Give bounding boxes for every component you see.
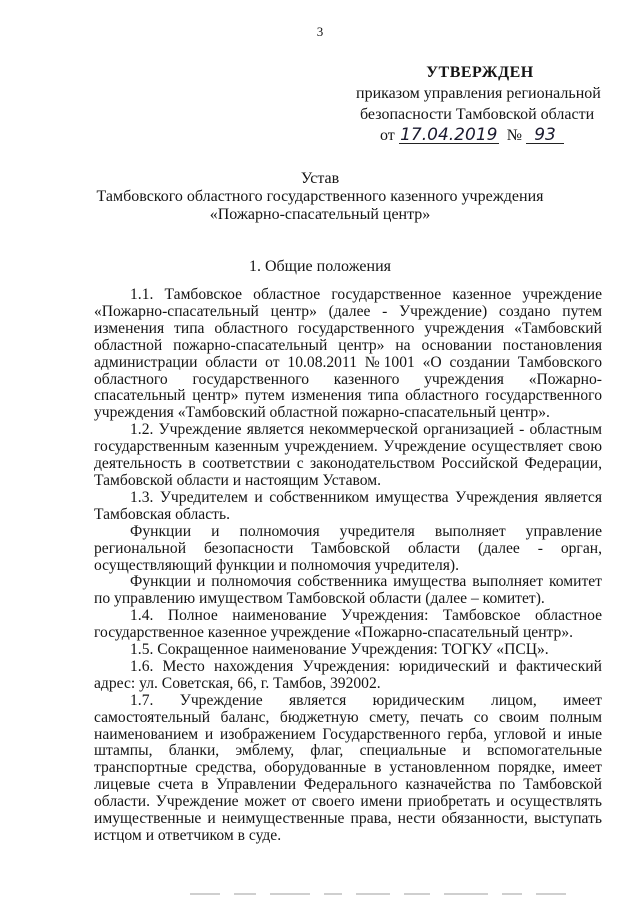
paragraph-1-5: 1.5. Сокращенное наименование Учреждения: ТОГКУ «ПСЦ». — [130, 641, 549, 659]
paragraph-1-3: 1.3. Учредителем и собственником имущества Учреждения является Тамбовская область. — [94, 488, 602, 523]
section-title: 1. Общие положения — [248, 258, 392, 275]
handwritten-number: 93 — [526, 127, 564, 144]
paragraph-1-2: 1.2. Учреждение является некоммерческой организацией - областным государственным казенным учреждением. Учреждение осуществляет свою деятельность в соответствии с законодательством Российской Федерации, Тамбовской области и настоящим Уставом. — [94, 421, 602, 489]
approval-line-1: приказом управления региональной — [356, 85, 601, 102]
heading-line-2: Тамбовского областного государственного казенного учреждения — [96, 188, 544, 205]
document-heading — [0, 170, 640, 224]
approval-block — [350, 62, 610, 146]
paragraph-owner-functions: Функции и полномочия собственника имущества выполняет комитет по управлению имуществом Тамбовской области (далее – комитет). — [94, 573, 602, 608]
approval-title: УТВЕРЖДЕН — [426, 64, 534, 81]
paragraph-founder-functions: Функции и полномочия учредителя выполняет управление региональной безопасности Тамбовской области (далее - орган, осуществляющий функции и полномочия учредителя). — [94, 522, 602, 574]
handwritten-date: 17.04.2019 — [400, 125, 498, 145]
heading-line-3: «Пожарно-спасательный центр» — [209, 206, 431, 223]
paragraph-1-7: 1.7. Учреждение является юридическим лицом, имеет самостоятельный баланс, бюджетную смету, печать со своим полным наименованием и изображением Государственного герба, угловой и иные штампы, бланки, эмблему, флаг, специальные и вспомогательные транспортные средства, оборудованные в установленном порядке, имеет лицевые счета в Управлении Федерального казначейства по Тамбовской области. Учреждение может от своего имени приобретать и осуществлять имущественные и неимущественные права, нести обязанности, выступать истцом и ответчиком в суде. — [94, 691, 602, 844]
scan-artifact-dashes — [190, 893, 590, 899]
approval-date-line — [350, 125, 610, 146]
heading-line-1: Устав — [300, 170, 340, 187]
number-prefix: № — [506, 127, 523, 144]
date-prefix: от — [380, 127, 395, 144]
paragraph-1-1: 1.1. Тамбовское областное государственное казенное учреждение «Пожарно-спасательный центр» (далее - Учреждение) создано путем изменения типа областного государственного учреждения «Тамбовский областной пожарно-спасательный центр» на основании постановления администрации области от 10.08.2011 №1001 «О создании Тамбовского областного государственного казенного учреждения «Пожарно-спасательный центр» путем изменения типа областного государственного учреждения «Тамбовский областной пожарно-спасательный центр». — [94, 286, 602, 422]
document-body — [94, 287, 602, 845]
paragraph-1-6: 1.6. Место нахождения Учреждения: юридический и фактический адрес: ул. Советская, 66, г. Тамбов, 392002. — [94, 657, 602, 692]
page-number: 3 — [316, 24, 324, 39]
approval-line-2: безопасности Тамбовской области — [360, 106, 595, 123]
paragraph-1-4: 1.4. Полное наименование Учреждения: Тамбовское областное государственное казенное учреждение «Пожарно-спасательный центр». — [94, 607, 602, 642]
